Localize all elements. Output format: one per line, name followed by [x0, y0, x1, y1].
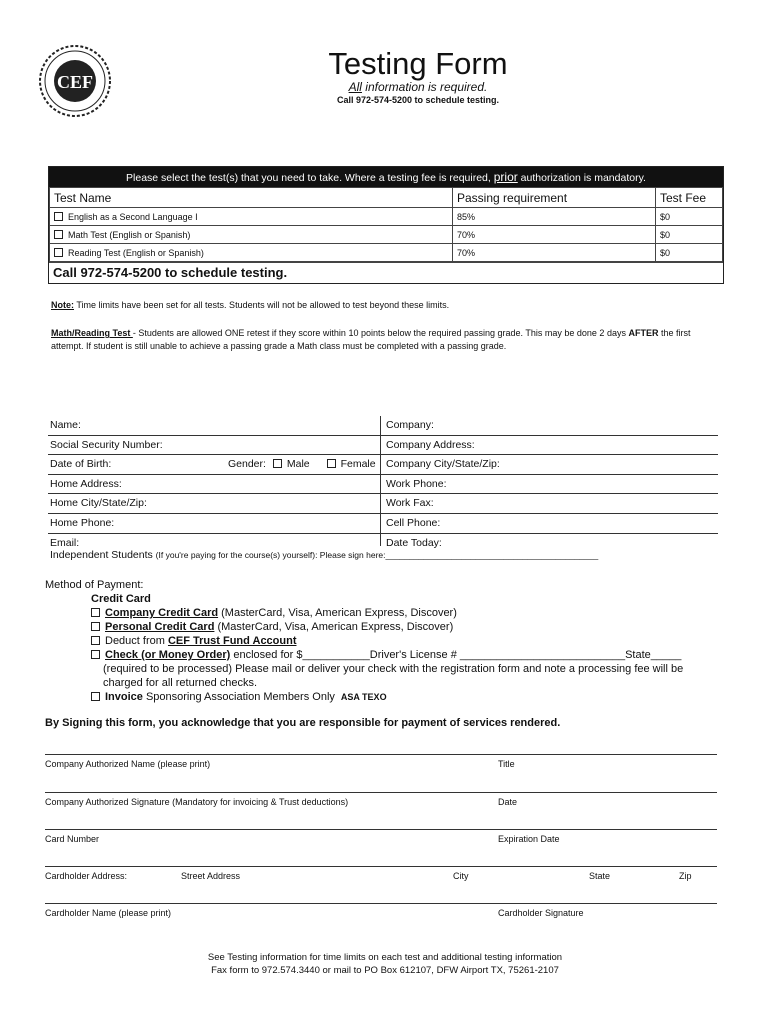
home-city-field[interactable]: Home City/State/Zip:	[50, 497, 147, 510]
header-test-name: Test Name	[50, 188, 453, 208]
company-cc-checkbox[interactable]	[91, 608, 100, 617]
check-option[interactable]: Check (or Money Order) enclosed for $___________Driver's License # ___________________________State_____	[45, 648, 683, 662]
invoice-checkbox[interactable]	[91, 692, 100, 701]
ssn-field[interactable]: Social Security Number:	[50, 438, 163, 451]
student-info-grid	[48, 416, 718, 552]
email-field[interactable]: Email:	[50, 536, 80, 549]
time-limit-note: Note: Time limits have been set for all tests. Students will not be allowed to test beyond these limits.	[51, 300, 450, 310]
svg-text:CEF: CEF	[57, 72, 93, 92]
independent-students-line[interactable]: Independent Students (If you're paying for the course(s) yourself): Please sign here:_____________________________________________	[50, 549, 599, 561]
test-checkbox[interactable]	[54, 212, 63, 221]
dob-field[interactable]: Date of Birth:	[50, 458, 112, 471]
signature-line[interactable]: Company Authorized Name (please print) Title	[45, 754, 717, 769]
check-note-line: charged for all returned checks.	[103, 677, 258, 689]
check-note-line: (required to be processed) Please mail or deliver your check with the registration form and note a processing fee will be	[103, 663, 684, 675]
header-passing: Passing requirement	[453, 188, 656, 208]
page-title: Testing Form	[328, 46, 508, 81]
subtitle: All information is required.	[348, 80, 488, 94]
test-row: Reading Test (English or Spanish) 70% $0	[50, 244, 723, 262]
home-phone-field[interactable]: Home Phone:	[50, 516, 115, 529]
signature-line[interactable]: Cardholder Address: Street Address City State Zip	[45, 866, 717, 881]
home-address-field[interactable]: Home Address:	[50, 477, 122, 490]
signature-line[interactable]: Company Authorized Signature (Mandatory for invoicing & Trust deductions) Date	[45, 792, 717, 807]
credit-card-heading: Credit Card	[91, 593, 151, 605]
test-row: Math Test (English or Spanish) 70% $0	[50, 226, 723, 244]
gender-field: Gender: Male Female	[228, 458, 376, 471]
tests-header-row	[50, 188, 723, 208]
company-cc-option[interactable]: Company Credit Card (MasterCard, Visa, American Express, Discover)	[45, 606, 683, 620]
footer-line: Fax form to 972.574.3440 or mail to PO Box 612107, DFW Airport TX, 75261-2107	[211, 965, 559, 976]
header-fee: Test Fee	[656, 188, 723, 208]
date-today-field[interactable]: Date Today:	[386, 536, 442, 549]
signature-line[interactable]: Cardholder Name (please print) Cardholder Signature	[45, 903, 717, 918]
company-field[interactable]: Company:	[386, 419, 434, 431]
work-fax-field[interactable]: Work Fax:	[386, 497, 434, 510]
payment-section	[45, 578, 683, 704]
retest-note: Math/Reading Test - Students are allowed ONE retest if they score within 10 points below the required passing grade. This may be done 2 days AFTER the first attempt. If student is still unable to achieve a passing grade a Math class must be completed with a passing grade.	[51, 328, 691, 351]
signature-line[interactable]: Card Number Expiration Date	[45, 829, 717, 844]
tests-instruction-bar: Please select the test(s) that you need to take. Where a testing fee is required, prior authorization is mandatory.	[49, 167, 723, 187]
personal-cc-option[interactable]: Personal Credit Card (MasterCard, Visa, American Express, Discover)	[45, 620, 683, 634]
invoice-option[interactable]: Invoice Sponsoring Association Members Only ASA TEXO	[45, 690, 683, 704]
tests-call-text: Call 972-574-5200 to schedule testing.	[49, 262, 723, 283]
personal-cc-checkbox[interactable]	[91, 622, 100, 631]
agreement-text: By Signing this form, you acknowledge that you are responsible for payment of services rendered.	[45, 717, 561, 729]
test-checkbox[interactable]	[54, 230, 63, 239]
test-checkbox[interactable]	[54, 248, 63, 257]
cell-phone-field[interactable]: Cell Phone:	[386, 516, 441, 529]
payment-heading: Method of Payment:	[45, 579, 144, 591]
check-checkbox[interactable]	[91, 650, 100, 659]
male-checkbox[interactable]	[273, 459, 282, 468]
header-call-text: Call 972-574-5200 to schedule testing.	[336, 95, 500, 105]
name-field[interactable]: Name:	[50, 419, 81, 431]
company-address-field[interactable]: Company Address:	[386, 438, 475, 451]
trust-fund-checkbox[interactable]	[91, 636, 100, 645]
trust-fund-option[interactable]: Deduct from CEF Trust Fund Account	[45, 634, 683, 648]
footer	[0, 951, 770, 977]
company-city-field[interactable]: Company City/State/Zip:	[386, 458, 500, 471]
tests-table	[48, 166, 724, 284]
footer-line: See Testing information for time limits on each test and additional testing information	[207, 952, 563, 963]
work-phone-field[interactable]: Work Phone:	[386, 477, 447, 490]
female-checkbox[interactable]	[327, 459, 336, 468]
test-row: English as a Second Language I 85% $0	[50, 208, 723, 226]
